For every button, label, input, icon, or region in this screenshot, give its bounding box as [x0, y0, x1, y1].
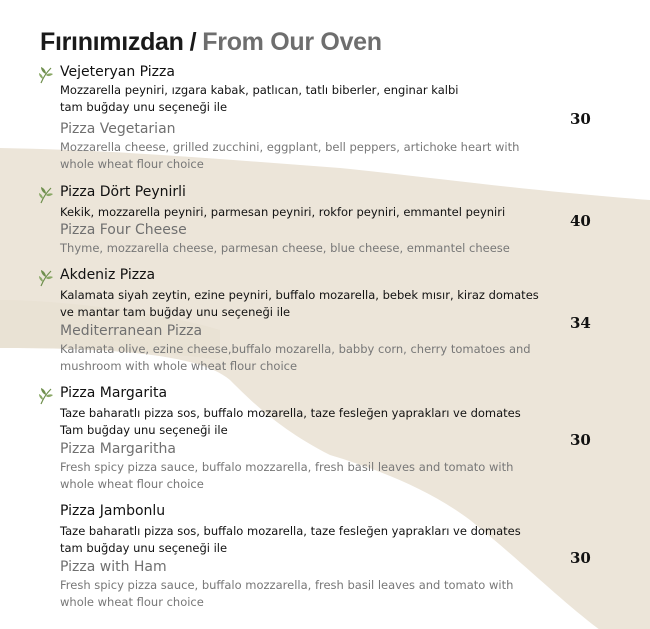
item-price: 30: [570, 431, 591, 449]
heading-turkish: Fırınımızdan: [40, 28, 184, 56]
menu-item-vejeteryan-pizza: [0, 64, 650, 176]
description-line: Tam buğday unu seçeneği ile: [60, 423, 228, 437]
item-description-turkish: [60, 523, 550, 557]
item-name-turkish: Akdeniz Pizza: [60, 267, 156, 283]
description-line: Kalamata olive, ezine cheese,buffalo mozarella, babby corn, cherry tomatoes and: [60, 342, 531, 356]
heading-separator: /: [189, 28, 197, 56]
item-name-turkish: Pizza Jambonlu: [60, 503, 166, 519]
item-description-english: [60, 341, 550, 375]
item-price: 40: [570, 212, 591, 230]
description-line: whole wheat flour choice: [60, 477, 204, 491]
menu-item-pizza-dort-peynirli: [0, 184, 650, 260]
description-line: Fresh spicy pizza sauce, buffalo mozzarella, fresh basil leaves and tomato with: [60, 460, 514, 474]
description-line: tam buğday unu seçeneği ile: [60, 100, 228, 114]
description-line: whole wheat flour choice: [60, 595, 204, 609]
description-line: Thyme, mozzarella cheese, parmesan cheese, blue cheese, emmantel cheese: [60, 241, 510, 255]
description-line: Kekik, mozzarella peyniri, parmesan peyniri, rokfor peyniri, emmantel peyniri: [60, 205, 506, 219]
item-description-english: [60, 577, 550, 611]
description-line: ve mantar tam buğday unu seçeneği ile: [60, 305, 291, 319]
description-line: Taze baharatlı pizza sos, buffalo mozarella, taze fesleğen yaprakları ve domates: [60, 406, 521, 420]
item-name-turkish: Pizza Dört Peynirli: [60, 184, 186, 200]
leaf-icon: [38, 186, 54, 204]
item-description-turkish: [60, 204, 550, 221]
item-description-english: [60, 139, 550, 173]
item-name-english: Pizza Four Cheese: [60, 222, 187, 238]
description-line: Fresh spicy pizza sauce, buffalo mozzarella, fresh basil leaves and tomato with: [60, 578, 514, 592]
description-line: mushroom with whole wheat flour choice: [60, 359, 298, 373]
menu-item-pizza-jambonlu: [0, 503, 650, 615]
item-description-english: [60, 459, 550, 493]
description-line: tam buğday unu seçeneği ile: [60, 541, 228, 555]
menu-item-akdeniz-pizza: [0, 267, 650, 379]
description-line: Mozzarella cheese, grilled zucchini, eggplant, bell peppers, artichoke heart with: [60, 140, 520, 154]
leaf-icon: [38, 269, 54, 287]
item-price: 30: [570, 110, 591, 128]
section-heading: [40, 28, 382, 57]
item-name-english: Pizza Margaritha: [60, 441, 176, 457]
leaf-icon: [38, 66, 54, 84]
description-line: Kalamata siyah zeytin, ezine peyniri, buffalo mozarella, bebek mısır, kiraz domates: [60, 288, 539, 302]
item-description-turkish: [60, 82, 550, 116]
description-line: Mozzarella peyniri, ızgara kabak, patlıcan, tatlı biberler, enginar kalbi: [60, 83, 459, 97]
item-name-english: Pizza Vegetarian: [60, 121, 176, 137]
item-description-english: [60, 240, 550, 257]
item-name-turkish: Vejeteryan Pizza: [60, 64, 175, 80]
menu-item-pizza-margarita: [0, 385, 650, 497]
item-description-turkish: [60, 287, 550, 321]
item-description-turkish: [60, 405, 550, 439]
item-name-english: Mediterranean Pizza: [60, 323, 203, 339]
item-name-turkish: Pizza Margarita: [60, 385, 168, 401]
leaf-icon: [38, 387, 54, 405]
description-line: Taze baharatlı pizza sos, buffalo mozarella, taze fesleğen yaprakları ve domates: [60, 524, 521, 538]
item-price: 30: [570, 549, 591, 567]
heading-english: From Our Oven: [202, 28, 382, 56]
item-name-english: Pizza with Ham: [60, 559, 167, 575]
description-line: whole wheat flour choice: [60, 157, 204, 171]
item-price: 34: [570, 314, 591, 332]
